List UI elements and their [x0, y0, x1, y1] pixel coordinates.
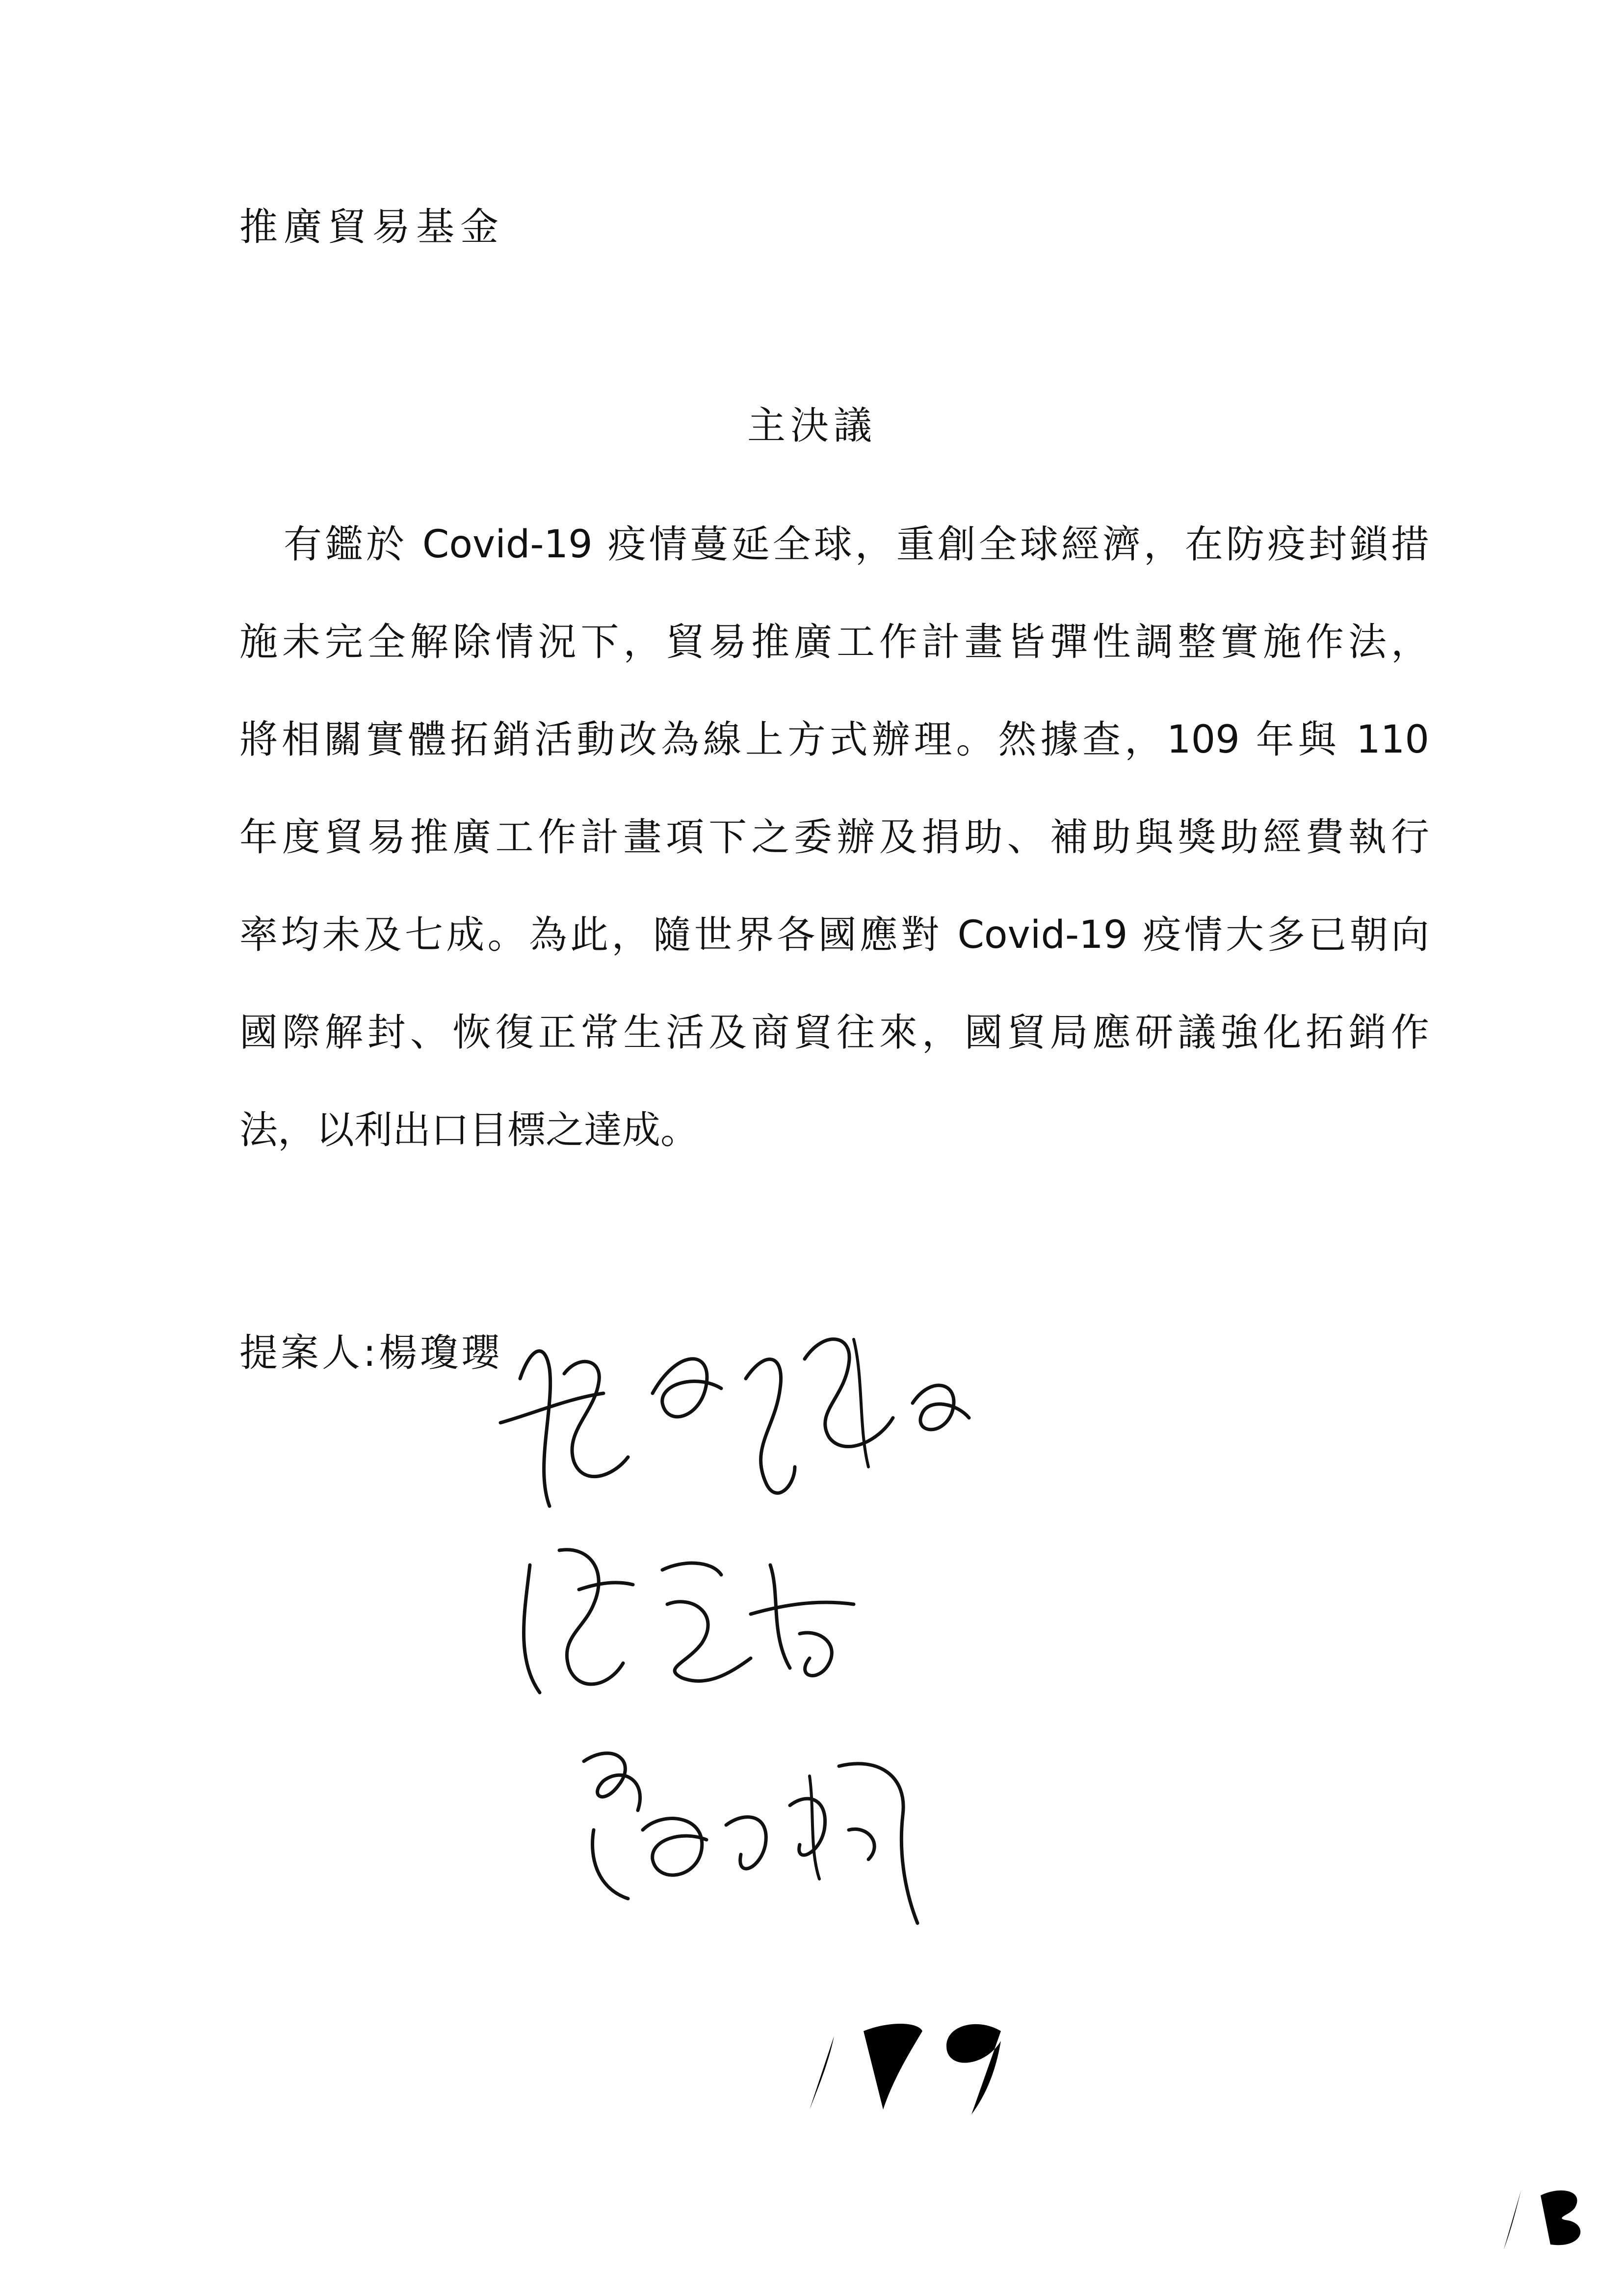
signature-2: [496, 1531, 888, 1717]
resolution-body: [239, 520, 1429, 1203]
proposer-label: 提案人:楊瓊瓔: [239, 1331, 503, 1375]
body-line: 率均未及七成。為此，隨世界各國應對 Covid-19 疫情大多已朝向: [239, 913, 1429, 957]
handwritten-corner-number: [1492, 2181, 1604, 2256]
signature-3: [564, 1732, 947, 1938]
body-line: 年度貿易推廣工作計畫項下之委辦及捐助、補助與獎助經費執行: [239, 815, 1429, 860]
body-line: 施未完全解除情況下，貿易推廣工作計畫皆彈性調整實施作法，: [239, 620, 1429, 664]
body-line: 法，以利出口目標之達成。: [239, 1108, 699, 1152]
body-line: 有鑑於 Covid-19 疫情蔓延全球，重創全球經濟，在防疫封鎖措: [284, 522, 1429, 567]
signature-1: [491, 1320, 981, 1526]
body-line: 國際解封、恢復正常生活及商貿往來，國貿局應研議強化拓銷作: [239, 1011, 1429, 1055]
body-line: 將相關實體拓銷活動改為線上方式辦理。然據查，109 年與 110: [239, 718, 1429, 762]
resolution-heading: 主決議: [747, 404, 877, 448]
handwritten-page-number: [795, 2002, 1025, 2121]
section-title: 推廣貿易基金: [239, 205, 505, 249]
